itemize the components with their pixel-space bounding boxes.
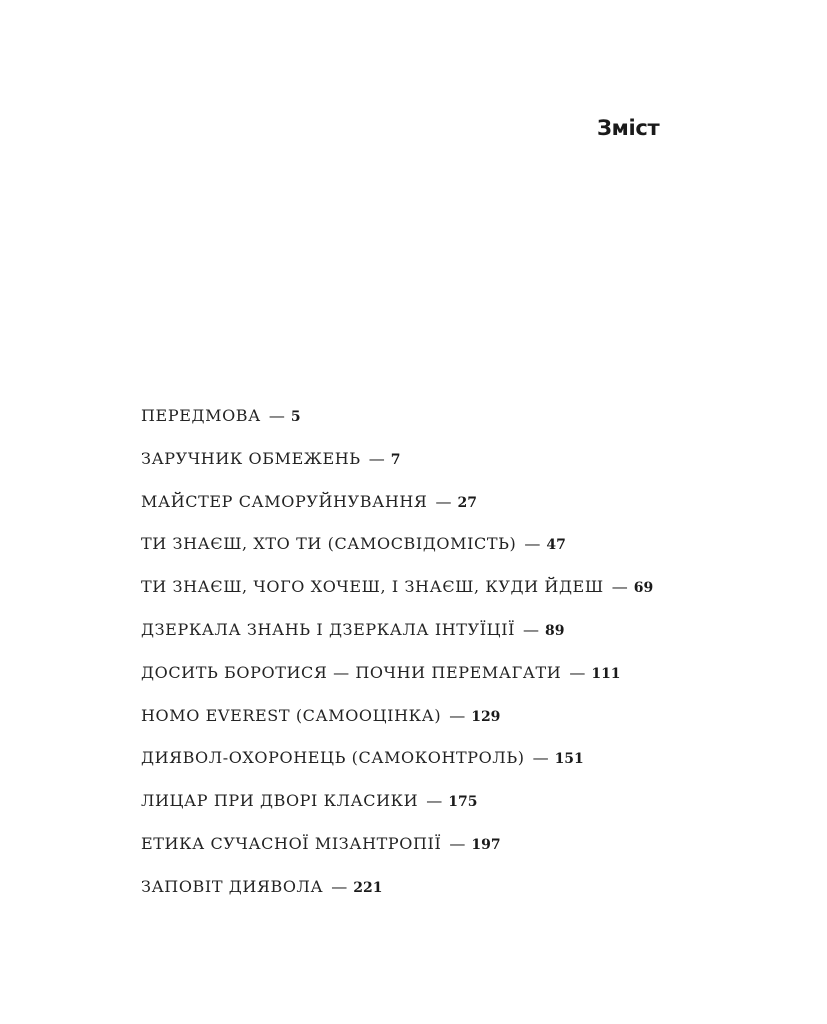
toc-entry-page: 5 <box>290 409 301 425</box>
toc-entry-title: ЗАРУЧНИК ОБМЕЖЕНЬ <box>141 448 361 468</box>
toc-entry-title: ЗАПОВІТ ДИЯВОЛА <box>141 876 324 896</box>
toc-entry-title: HOMO EVEREST (САМООЦІНКА) <box>141 705 442 725</box>
toc-entry-title: ТИ ЗНАЄШ, ЧОГО ХОЧЕШ, І ЗНАЄШ, КУДИ ЙДЕШ <box>141 577 604 597</box>
toc-entry-page: 69 <box>633 580 654 597</box>
toc-entry-title: ПЕРЕДМОВА <box>141 406 261 425</box>
toc-entry-page: 111 <box>591 665 621 682</box>
toc-entry-page: 151 <box>554 751 584 768</box>
toc-entry-dash: — <box>532 748 549 768</box>
toc-entry-dash: — <box>368 448 385 468</box>
toc-entry <box>141 830 653 873</box>
toc-entry <box>141 702 653 745</box>
toc-entry-dash: — <box>426 791 443 811</box>
toc-entry-page: 221 <box>353 879 383 896</box>
toc-entry-page: 129 <box>471 708 501 725</box>
toc-entry <box>141 402 653 445</box>
toc-entry <box>141 744 653 787</box>
toc-entry-dash: — <box>449 705 466 725</box>
toc-entry <box>141 573 653 616</box>
toc-entry-page: 197 <box>471 836 501 853</box>
toc-entry-page: 47 <box>546 537 566 554</box>
toc-entry-page: 7 <box>390 451 401 468</box>
toc-entry <box>141 616 653 659</box>
toc-entry <box>141 787 653 830</box>
toc-entry-title: ДОСИТЬ БОРОТИСЯ — ПОЧНИ ПЕРЕМАГАТИ <box>141 662 562 682</box>
toc-entry-page: 175 <box>448 794 478 811</box>
toc-entry-dash: — <box>523 619 540 639</box>
toc-entry <box>141 530 653 573</box>
toc-entry-title: ЛИЦАР ПРИ ДВОРІ КЛАСИКИ <box>141 791 419 811</box>
toc-entry-dash: — <box>268 406 285 425</box>
toc-entry <box>141 659 653 702</box>
toc-entry-title: ДЗЕРКАЛА ЗНАНЬ І ДЗЕРКАЛА ІНТУЇЦІЇ <box>141 619 516 639</box>
toc-entry-title: МАЙСТЕР САМОРУЙНУВАННЯ <box>141 491 428 511</box>
toc-entry-title: ЕТИКА СУЧАСНОЇ МІЗАНТРОПІЇ <box>141 833 442 853</box>
toc-entry <box>141 873 653 916</box>
toc-entry-dash: — <box>449 833 466 853</box>
toc-entry-dash: — <box>524 534 541 554</box>
table-of-contents <box>141 402 653 916</box>
toc-entry-dash: — <box>435 491 452 511</box>
toc-entry-page: 89 <box>545 622 565 639</box>
toc-entry-title: ДИЯВОЛ-ОХОРОНЕЦЬ (САМОКОНТРОЛЬ) <box>141 748 525 768</box>
toc-entry-page: 27 <box>457 494 477 511</box>
toc-entry-dash: — <box>569 662 586 682</box>
toc-entry <box>141 445 653 488</box>
toc-entry-dash: — <box>611 577 628 597</box>
page-title: Зміст <box>597 116 660 140</box>
toc-entry-title: ТИ ЗНАЄШ, ХТО ТИ (САМОСВІДОМІСТЬ) <box>141 534 517 554</box>
toc-entry-dash: — <box>331 876 348 896</box>
toc-entry <box>141 488 653 531</box>
